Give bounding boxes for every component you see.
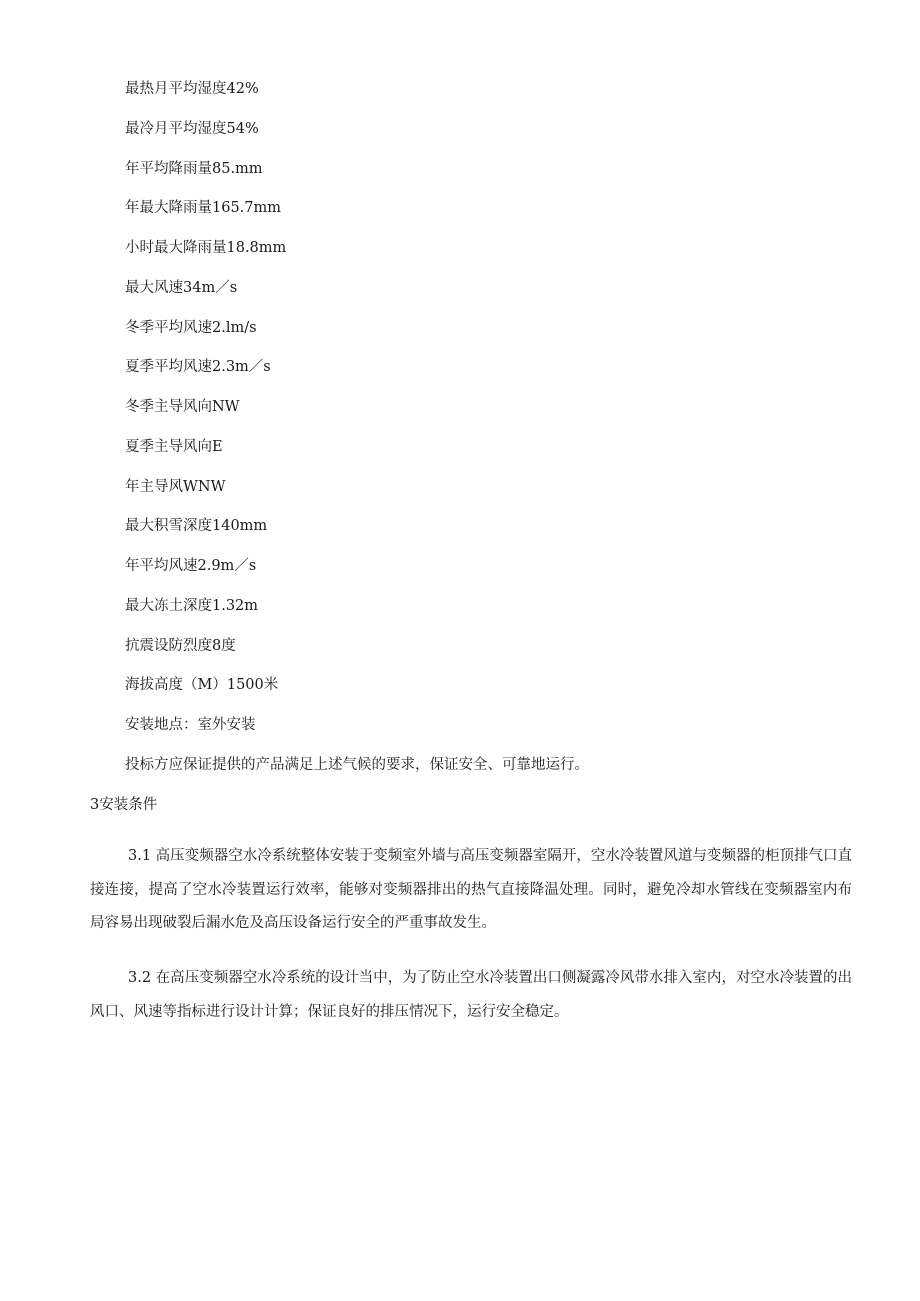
climate-item: 冬季平均风速2.lm/s xyxy=(125,319,257,336)
section-heading: 3安装条件 xyxy=(90,797,158,813)
climate-item: 海拔高度（M）1500米 xyxy=(125,677,279,694)
climate-item: 年主导风WNW xyxy=(125,478,226,495)
climate-item: 夏季主导风向E xyxy=(125,438,223,455)
climate-item: 抗震设防烈度8度 xyxy=(125,637,236,654)
climate-item: 最大冻土深度1.32m xyxy=(125,597,259,614)
climate-requirement-statement: 投标方应保证提供的产品满足上述气候的要求，保证安全、可靠地运行。 xyxy=(125,756,589,773)
climate-item: 年平均降雨量85.mm xyxy=(125,160,263,177)
climate-item: 最大风速34m／s xyxy=(125,279,238,296)
paragraph-3-1: 3.1 高压变频器空水冷系统整体安装于变频室外墙与高压变频器室隔开，空水冷装置风道与变频器的柜顶排气口直接连接，提高了空水冷装置运行效率，能够对变频器排出的热气直接降温处理。同时，避免冷却水管线在变频器室内布局容易出现破裂后漏水危及高压设备运行安全的严重事故发生。 xyxy=(90,848,852,931)
climate-item: 安装地点：室外安装 xyxy=(125,717,256,733)
climate-item: 冬季主导风向NW xyxy=(125,399,240,415)
climate-item: 年平均风速2.9m／s xyxy=(125,558,257,574)
paragraph-3-2: 3.2 在高压变频器空水冷系统的设计当中，为了防止空水冷装置出口侧凝露冷风带水排入室内，对空水冷装置的出风口、风速等指标进行设计计算；保证良好的排压情况下，运行安全稳定。 xyxy=(90,970,852,1020)
climate-conditions-list xyxy=(125,78,589,794)
climate-item: 最冷月平均湿度54% xyxy=(125,120,259,137)
climate-item: 最大积雪深度140mm xyxy=(125,518,268,535)
climate-item: 夏季平均风速2.3m／s xyxy=(125,359,271,376)
climate-item: 小时最大降雨量18.8mm xyxy=(125,240,287,256)
climate-item: 最热月平均湿度42% xyxy=(125,81,259,97)
climate-item: 年最大降雨量165.7mm xyxy=(125,200,282,217)
